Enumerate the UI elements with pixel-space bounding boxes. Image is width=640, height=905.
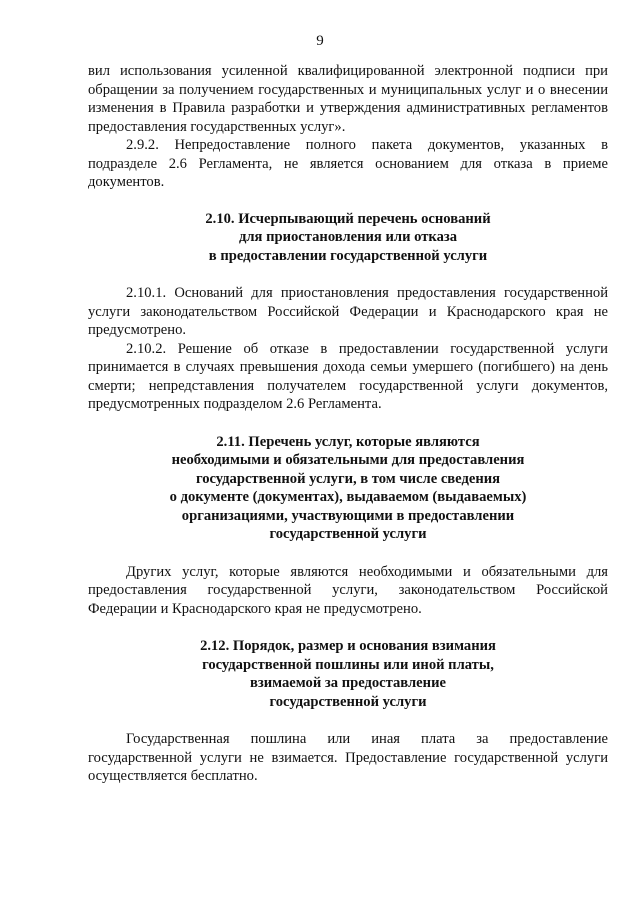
heading-2-11-line-3: государственной услуги, в том числе сведения [195, 470, 501, 487]
paragraph-continuation: вил использования усиленной квалифицированной электронной подписи при обращении за получением государственных и муниципальных услуг и о внесении изменения в Правила разработки и утверждения административных регламентов предоставления государственных услуг». [88, 63, 608, 135]
document-body [88, 62, 608, 786]
paragraph-2-12: Государственная пошлина или иная плата за предоставление государственной услуги не взимается. Предоставление государственной услуги осуществляется бесплатно. [88, 731, 608, 784]
heading-2-11 [88, 433, 608, 544]
heading-2-11-line-4: о документе (документах), выдаваемом (выдаваемых) [169, 489, 527, 505]
heading-2-10-line-2: для приостановления или отказа [238, 229, 458, 245]
heading-2-11-line-6: государственной услуги [269, 526, 427, 542]
heading-2-11-line-1: 2.11. Перечень услуг, которые являются [216, 433, 480, 450]
paragraph-2-10-1: 2.10.1. Оснований для приостановления предоставления государственной услуги законодательством Российской Федерации и Краснодарского края не предусмотрено. [88, 285, 608, 338]
paragraph-2-9-2: 2.9.2. Непредоставление полного пакета документов, указанных в подразделе 2.6 Регламента, не является основанием для отказа в приеме документов. [88, 137, 608, 190]
paragraph-2-10-2: 2.10.2. Решение об отказе в предоставлении государственной услуги принимается в случаях превышения дохода семьи умершего (погибшего) на день смерти; непредставления получателем государственной услуги документов, предусмотренных подразделом 2.6 Регламента. [88, 340, 608, 412]
heading-2-12-line-1: 2.12. Порядок, размер и основания взимания [200, 638, 496, 654]
heading-2-12-line-3: взимаемой за предоставление [250, 675, 446, 691]
heading-2-10 [88, 210, 608, 266]
paragraph-2-11: Других услуг, которые являются необходимыми и обязательными для предоставления государственной услуги, законодательством Российской Федерации и Краснодарского края не предусмотрено. [88, 563, 608, 617]
heading-2-10-line-1: 2.10. Исчерпывающий перечень оснований [205, 210, 491, 227]
heading-2-12-line-2: государственной пошлины или иной платы, [202, 656, 494, 673]
heading-2-12 [88, 637, 608, 711]
heading-2-11-line-5: организациями, участвующими в предоставлении [181, 507, 515, 524]
heading-2-10-line-3: в предоставлении государственной услуги [208, 247, 488, 264]
heading-2-12-line-4: государственной услуги [269, 693, 427, 710]
heading-2-11-line-2: необходимыми и обязательными для предоставления [171, 452, 525, 468]
page-number: 9 [316, 33, 324, 49]
